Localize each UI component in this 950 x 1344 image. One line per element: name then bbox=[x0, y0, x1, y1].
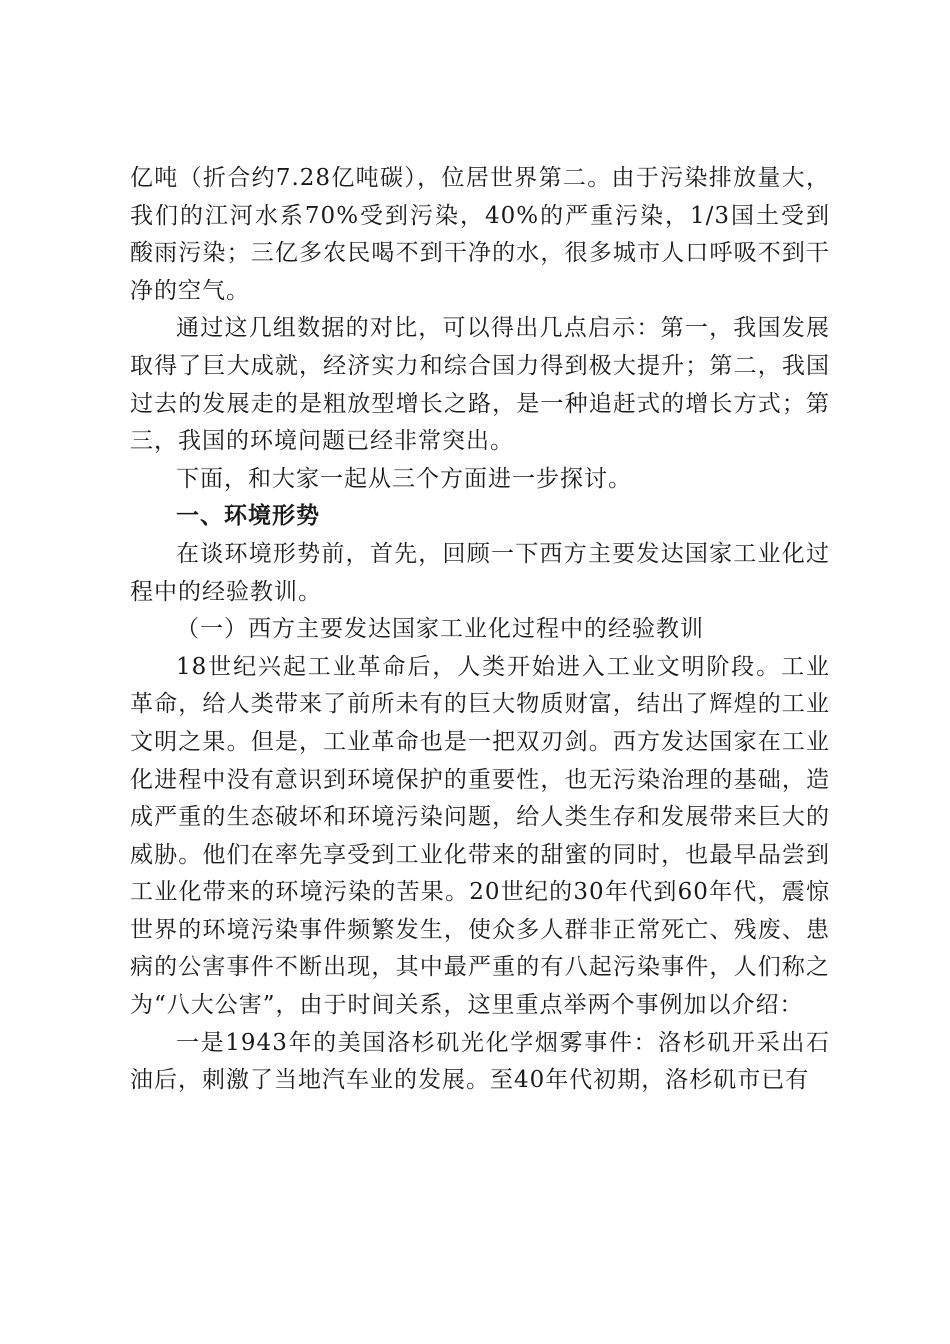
paragraph-continuation: 亿吨（折合约7.28亿吨碳），位居世界第二。由于污染排放量大，我们的江河水系70%受到污染，40%的严重污染，1/3国土受到酸雨污染；三亿多农民喝不到干净的水，很多城市人口呼吸不到干净的空气。 bbox=[130, 165, 830, 304]
subsection-heading-lessons: （一）西方主要发达国家工业化过程中的经验教训 bbox=[176, 616, 704, 643]
section-heading-environment: 一、环境形势 bbox=[176, 503, 320, 530]
paragraph-western-review: 在谈环境形势前，首先，回顾一下西方主要发达国家工业化过程中的经验教训。 bbox=[130, 540, 830, 605]
document-page bbox=[130, 160, 830, 1100]
paragraph-intro: 下面，和大家一起从三个方面进一步探讨。 bbox=[176, 465, 632, 492]
paragraph-la-smog: 一是1943年的美国洛杉矶光化学烟雾事件：洛杉矶开采出石油后，刺激了当地汽车业的发展。至40年代初期，洛杉矶市已有 bbox=[130, 1029, 830, 1094]
paragraph-insights: 通过这几组数据的对比，可以得出几点启示：第一，我国发展取得了巨大成就，经济实力和综合国力得到极大提升；第二，我国过去的发展走的是粗放型增长之路，是一种追赶式的增长方式；第三，我国的环境问题已经非常突出。 bbox=[130, 315, 830, 455]
paragraph-industrial-revolution: 18世纪兴起工业革命后，人类开始进入工业文明阶段。工业革命，给人类带来了前所未有的巨大物质财富，结出了辉煌的工业文明之果。但是，工业革命也是一把双刃剑。西方发达国家在工业化进程中没有意识到环境保护的重要性，也无污染治理的基础，造成严重的生态破坏和环境污染问题，给人类生存和发展带来巨大的威胁。他们在率先享受到工业化带来的甜蜜的同时，也最早品尝到工业化带来的环境污染的苦果。20世纪的30年代到60年代，震惊世界的环境污染事件频繁发生，使众多人群非正常死亡、残废、患病的公害事件不断出现，其中最严重的有八起污染事件，人们称之为“八大公害”，由于时间关系，这里重点举两个事例加以介绍： bbox=[130, 653, 830, 1019]
